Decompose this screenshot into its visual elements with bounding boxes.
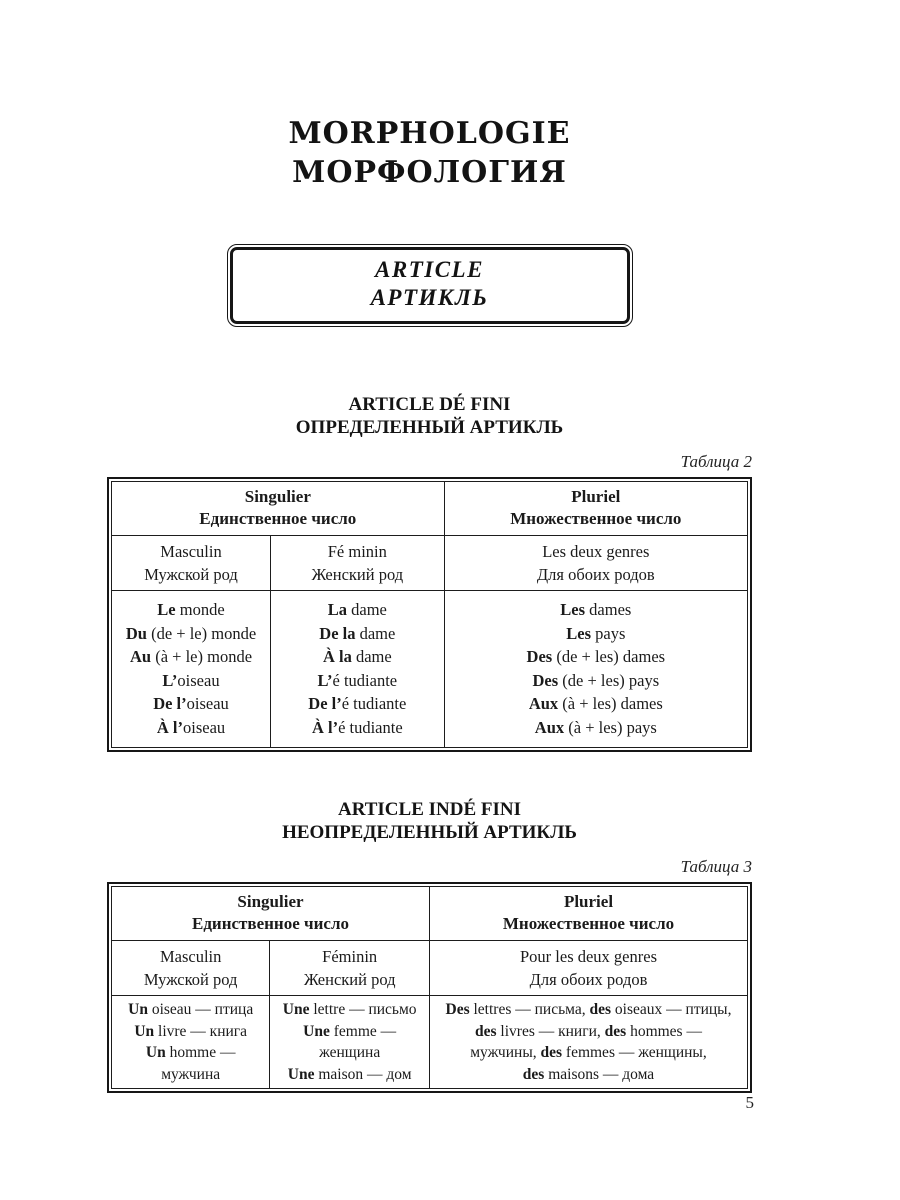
section-heading-ru: ОПРЕДЕЛЕННЫЙ АРТИКЛЬ: [295, 417, 564, 438]
sub-header-feminin: [270, 941, 430, 996]
section-heading-article-indefini: [107, 798, 752, 844]
group-header-pluriel: [444, 482, 747, 536]
group-header-fr: Singulier: [244, 487, 311, 506]
sub-header-fr: Pour les deux genres: [519, 947, 657, 966]
section-heading-article-defini: [107, 393, 752, 439]
sub-header-deux-genres: [444, 536, 747, 591]
table-group-header-row: [112, 887, 748, 941]
group-header-fr: Pluriel: [571, 487, 621, 506]
sub-header-ru: Женский род: [303, 970, 396, 989]
table-caption: Таблица 3: [680, 857, 752, 876]
sub-header-ru: Для обоих родов: [536, 565, 655, 584]
body-cell-masculin: Le monde Du (de + le) monde Au (à + le) monde L’oiseau De l’oiseau À l’oiseau: [112, 591, 271, 748]
table-body-row: [112, 591, 748, 748]
sub-header-fr: Fé minin: [327, 542, 387, 561]
sub-header-fr: Masculin: [160, 542, 222, 561]
section-heading-ru: НЕОПРЕДЕЛЕННЫЙ АРТИКЛЬ: [282, 822, 577, 843]
group-header-fr: Pluriel: [563, 892, 614, 911]
article-box-title-ru: АРТИКЛЬ: [370, 285, 489, 310]
body-cell-feminin: La dame De la dame À la dame L’é tudiante De l’é tudiante À l’é tudiante: [271, 591, 445, 748]
definite-article-table: [107, 477, 752, 752]
table-sub-header-row: [112, 536, 748, 591]
sub-header-fr: Masculin: [159, 947, 222, 966]
sub-header-ru: Мужской род: [143, 970, 238, 989]
group-header-singulier: [112, 887, 430, 941]
page-title-ru: МОРФОЛОГИЯ: [292, 155, 567, 190]
sub-header-masculin: [112, 536, 271, 591]
article-chapter-box-inner: [230, 247, 630, 324]
table-group-header-row: [112, 482, 748, 536]
article-box-title-fr: ARTICLE: [375, 257, 484, 282]
group-header-ru: Единственное число: [191, 914, 349, 933]
article-chapter-box: [227, 244, 633, 327]
group-header-ru: Множественное число: [510, 509, 682, 528]
section-heading-fr: ARTICLE INDÉ FINI: [337, 799, 522, 820]
sub-header-feminin: [271, 536, 445, 591]
section-heading-fr: ARTICLE DÉ FINI: [348, 394, 511, 415]
sub-header-ru: Мужской род: [144, 565, 238, 584]
page-number: 5: [745, 1093, 754, 1112]
group-header-fr: Singulier: [237, 892, 304, 911]
sub-header-deux-genres: [429, 941, 747, 996]
page-title-fr: MORPHOLOGIE: [288, 116, 571, 151]
group-header-singulier: [112, 482, 445, 536]
body-cell-pluriel: Des lettres — письма, des oiseaux — птицы, des livres — книги, des hommes — мужчины, des femmes — женщины, des maisons — дома: [429, 996, 747, 1089]
table-sub-header-row: [112, 941, 748, 996]
body-cell-masculin: Un oiseau — птица Un livre — книга Un homme — мужчина: [112, 996, 270, 1089]
table-caption: Таблица 2: [680, 452, 752, 471]
sub-header-fr: Les deux genres: [542, 542, 650, 561]
sub-header-masculin: [112, 941, 270, 996]
indefinite-article-table: [107, 882, 752, 1093]
group-header-pluriel: [429, 887, 747, 941]
table-body-row: [112, 996, 748, 1089]
sub-header-fr: Féminin: [322, 947, 378, 966]
sub-header-ru: Для обоих родов: [529, 970, 648, 989]
group-header-ru: Множественное число: [502, 914, 675, 933]
sub-header-ru: Женский род: [311, 565, 404, 584]
page-title: [107, 0, 752, 192]
page-content: [107, 0, 752, 1093]
group-header-ru: Единственное число: [199, 509, 357, 528]
body-cell-feminin: Une lettre — письмо Une femme — женщина Une maison — дом: [270, 996, 430, 1089]
body-cell-pluriel: Les dames Les pays Des (de + les) dames Des (de + les) pays Aux (à + les) dames Aux (à + les) pays: [444, 591, 747, 748]
